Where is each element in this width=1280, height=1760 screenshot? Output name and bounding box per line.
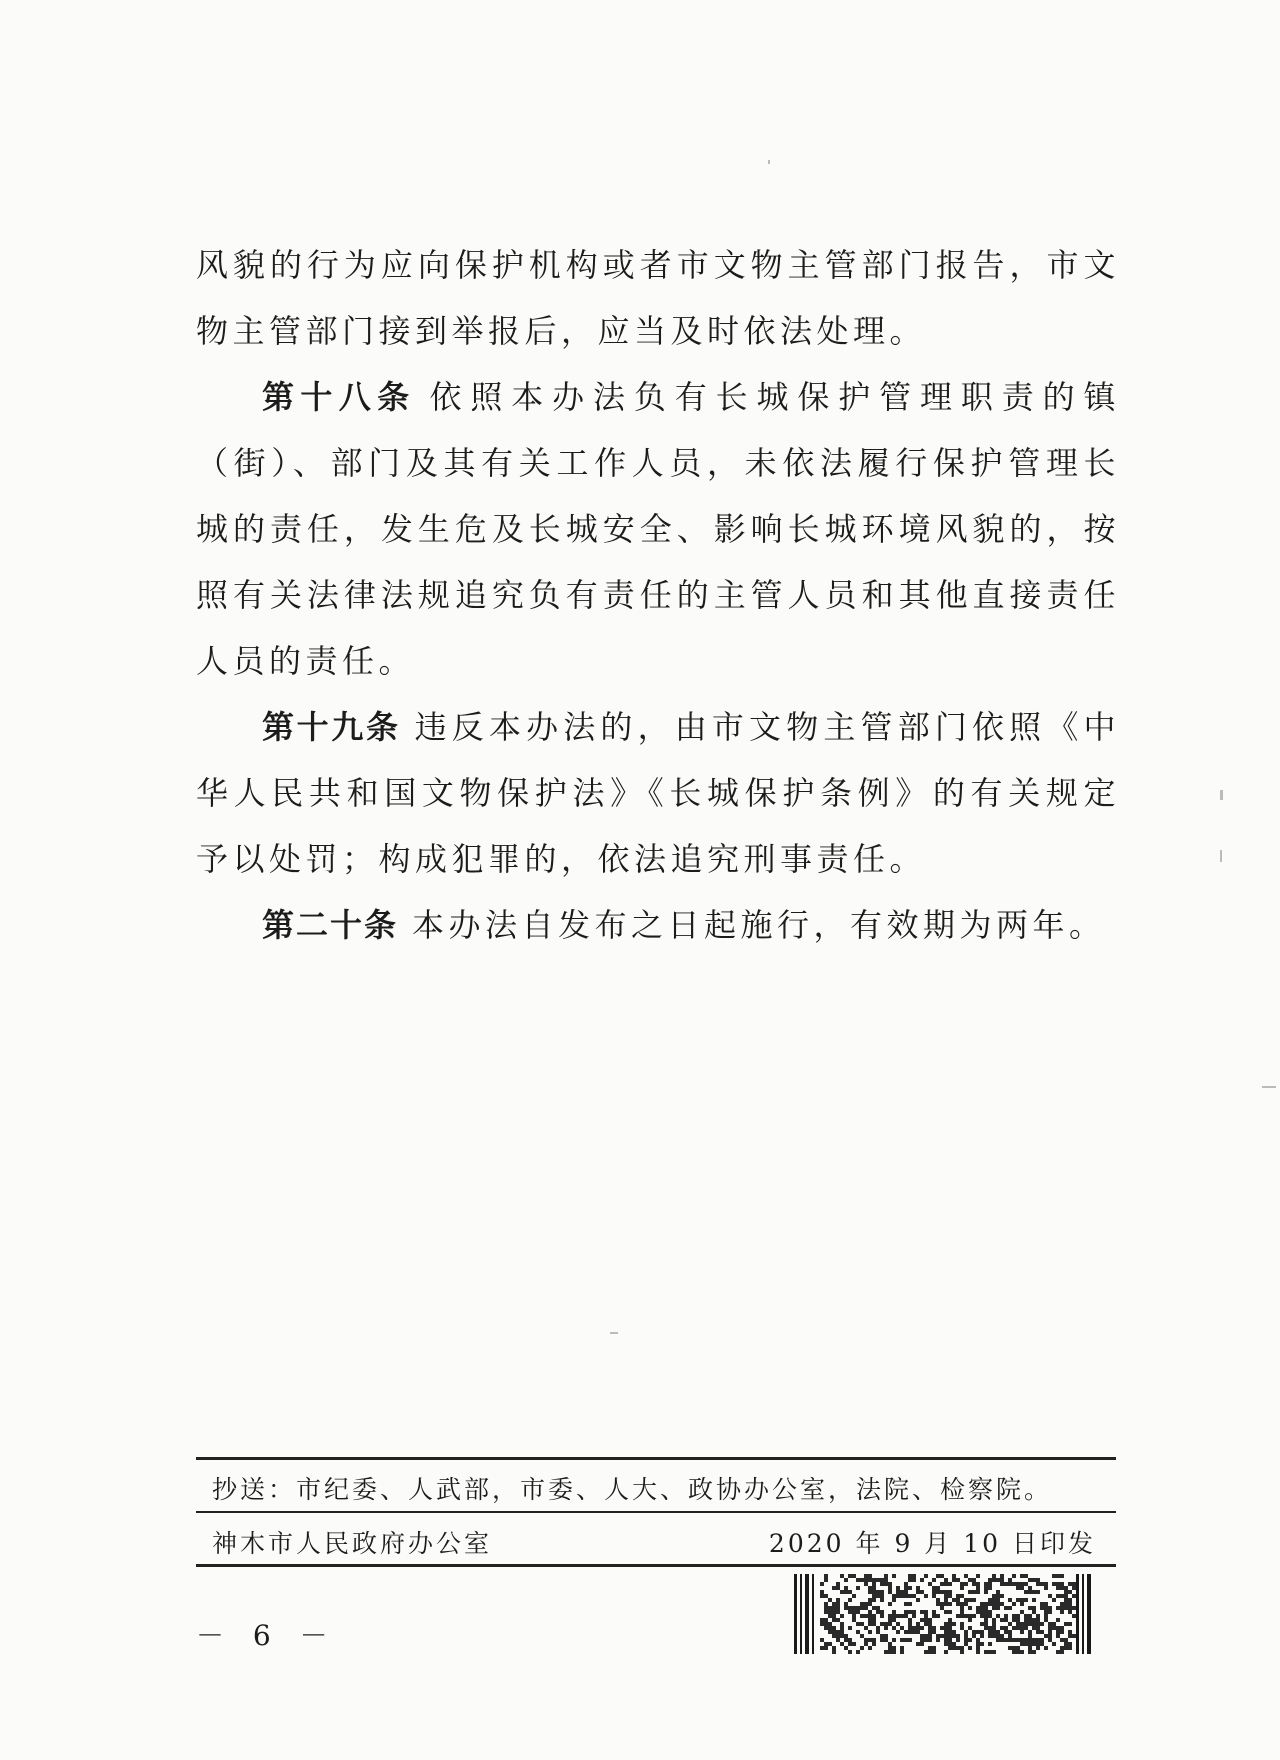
article-20 [196, 892, 1120, 958]
scan-speck [610, 1332, 618, 1334]
page-number: － 6 － [196, 1619, 338, 1652]
scan-speck [1220, 790, 1223, 800]
article-19 [196, 694, 1120, 892]
issue-date: 2020 年 9 月 10 日印发 [768, 1529, 1096, 1558]
article-text: 违反本办法的，由市文物主管部门依照《中华人民共和国文物保护法》《长城保护条例》的有关规定予以处罚；构成犯罪的，依法追究刑事责任。 [196, 708, 1120, 878]
barcode-image [794, 1574, 1094, 1654]
issuer: 神木市人民政府办公室 [212, 1529, 493, 1558]
article-text: 依照本办法负有长城保护管理职责的镇（街）、部门及其有关工作人员，未依法履行保护管理长城的责任，发生危及长城安全、影响长城环境风貌的，按照有关法律法规追究负有责任的主管人员和其他直接责任人员的责任。 [196, 378, 1120, 680]
footer-bottom-rule [196, 1564, 1116, 1567]
article-label: 第十九条 [262, 708, 401, 746]
footer-mid-rule [196, 1511, 1116, 1513]
document-body [196, 232, 1120, 958]
scan-speck [1220, 850, 1222, 862]
article-label: 第十八条 [262, 378, 416, 416]
scan-speck [1262, 1086, 1276, 1088]
footer-top-rule [196, 1457, 1116, 1460]
issue-line [212, 1524, 1096, 1560]
paragraph-continued: 风貌的行为应向保护机构或者市文物主管部门报告，市文物主管部门接到举报后，应当及时依法处理。 [196, 246, 1120, 350]
cc-line: 抄送：市纪委、人武部，市委、人大、政协办公室，法院、检察院。 [212, 1475, 1053, 1504]
article-label: 第二十条 [262, 906, 399, 944]
article-18 [196, 364, 1120, 694]
article-text: 本办法自发布之日起施行，有效期为两年。 [412, 906, 1106, 944]
scan-speck [768, 160, 770, 164]
